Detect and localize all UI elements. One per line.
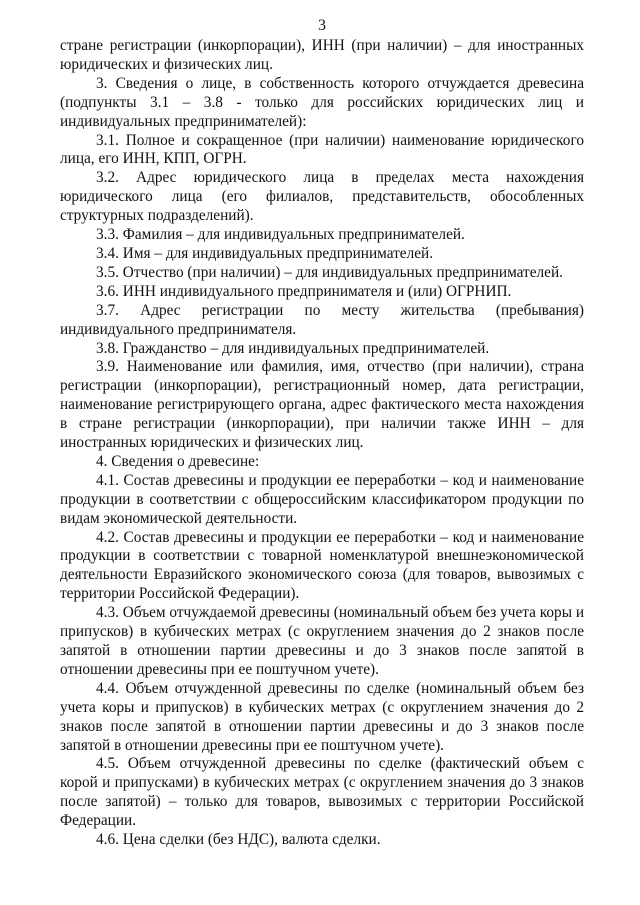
paragraph-3-5: 3.5. Отчество (при наличии) – для индивидуальных предпринимателей. <box>96 263 563 281</box>
paragraph-continuation: стране регистрации (инкорпорации), ИНН (при наличии) – для иностранных юридических и физических лиц. <box>60 37 584 73</box>
paragraph-4-2: 4.2. Состав древесины и продукции ее переработки – код и наименование продукции в соответствии с товарной номенклатурой внешнеэкономической деятельности Евразийского экономического союза (для товаров, вывозимых с территории Российской Федерации). <box>60 528 584 603</box>
paragraph-4-5: 4.5. Объем отчужденной древесины по сделке (фактический объем с корой и припусками) в кубических метрах (с округлением значения до 3 знаков после запятой) – только для товаров, вывозимых с территории Российской Федерации. <box>60 755 584 830</box>
paragraph-4-3: 4.3. Объем отчуждаемой древесины (номинальный объем без учета коры и припусков) в кубических метрах (с округлением значения до 2 знаков после запятой в отношении партии древесины и до 3 знаков после запятой в отношении древесины при ее поштучном учете). <box>60 604 584 678</box>
paragraph-3-4: 3.4. Имя – для индивидуальных предпринимателей. <box>96 244 434 262</box>
paragraph-4-6: 4.6. Цена сделки (без НДС), валюта сделки. <box>96 831 381 849</box>
document-body <box>60 37 584 850</box>
paragraph-4: 4. Сведения о древесине: <box>96 452 260 470</box>
paragraph-4-1: 4.1. Состав древесины и продукции ее переработки – код и наименование продукции в соответствии с общероссийским классификатором продукции по видам экономической деятельности. <box>60 471 584 527</box>
paragraph-3: 3. Сведения о лице, в собственность которого отчуждается древесина (подпункты 3.1 – 3.8 - только для российских юридических лиц и индивидуальных предпринимателей): <box>60 74 584 130</box>
paragraph-3-9: 3.9. Наименование или фамилия, имя, отчество (при наличии), страна регистрации (инкорпорации), регистрационный номер, дата регистрации, наименование регистрирующего органа, адрес фактического места нахождения в стране регистрации (инкорпорации), при наличии также ИНН – для иностранных юридических и физических лиц. <box>60 358 584 452</box>
paragraph-4-4: 4.4. Объем отчужденной древесины по сделке (номинальный объем без учета коры и припусков) в кубических метрах (с округлением значения до 2 знаков после запятой в отношении партии древесины и до 3 знаков после запятой в отношении древесины при ее поштучном учете). <box>60 679 584 754</box>
paragraph-3-7: 3.7. Адрес регистрации по месту жительства (пребывания) индивидуального предпринимателя. <box>60 301 584 338</box>
paragraph-3-3: 3.3. Фамилия – для индивидуальных предпринимателей. <box>96 226 465 244</box>
paragraph-3-8: 3.8. Гражданство – для индивидуальных предпринимателей. <box>96 339 490 357</box>
paragraph-3-1: 3.1. Полное и сокращенное (при наличии) наименование юридического лица, его ИНН, КПП, ОГРН. <box>60 131 584 168</box>
page-number: 3 <box>318 17 326 34</box>
paragraph-3-2: 3.2. Адрес юридического лица в пределах места нахождения юридического лица (его филиалов, представительств, обособленных структурных подразделений). <box>60 169 584 225</box>
paragraph-3-6: 3.6. ИНН индивидуального предпринимателя и (или) ОГРНИП. <box>96 282 512 300</box>
